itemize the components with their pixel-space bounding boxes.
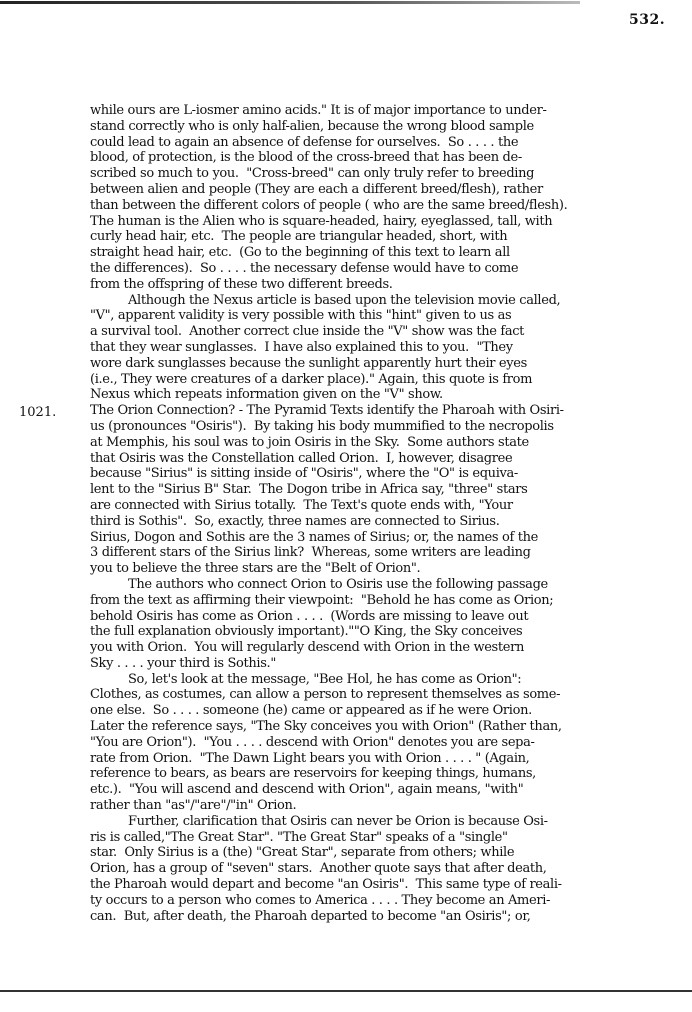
text-line: Further, clarification that Osiris can never be Orion is because Osi- [128, 813, 548, 829]
text-line: The human is the Alien who is square-headed, hairy, eyeglassed, tall, with [90, 213, 553, 229]
text-line: Sky . . . . your third is Sothis." [90, 655, 276, 671]
text-line: The Orion Connection? - The Pyramid Texts identify the Pharoah with Osiri- [90, 403, 564, 419]
text-line: "You are Orion"). "You . . . . descend with Orion" denotes you are sepa- [90, 734, 535, 750]
text-line: at Memphis, his soul was to join Osiris in the Sky. Some authors state [90, 434, 529, 450]
text-line: can. But, after death, the Pharoah departed to become "an Osiris"; or, [90, 908, 531, 924]
text-line: the differences). So . . . . the necessary defense would have to come [90, 260, 519, 276]
text-line: behold Osiris has come as Orion . . . . (Words are missing to leave out [90, 608, 529, 624]
text-line: that they wear sunglasses. I have also explained this to you. "They [90, 339, 513, 355]
text-line: Nexus which repeats information given on the "V" show. [90, 387, 443, 403]
scan-top-border [0, 1, 580, 4]
text-line: Orion, has a group of "seven" stars. Another quote says that after death, [90, 861, 547, 877]
text-line: that Osiris was the Constellation called Orion. I, however, disagree [90, 450, 513, 466]
text-line: the Pharoah would depart and become "an Osiris". This same type of reali- [90, 877, 562, 893]
text-line: blood, of protection, is the blood of the cross-breed that has been de- [90, 150, 522, 166]
text-line: rather than "as"/"are"/"in" Orion. [90, 798, 297, 814]
text-line: lent to the "Sirius B" Star. The Dogon tribe in Africa say, "three" stars [90, 482, 528, 498]
text-line: straight head hair, etc. (Go to the beginning of this text to learn all [90, 245, 510, 261]
text-line: third is Sothis". So, exactly, three names are connected to Sirius. [90, 513, 500, 529]
text-line: curly head hair, etc. The people are triangular headed, short, with [90, 229, 508, 245]
text-line: etc.). "You will ascend and descend with Orion", again means, "with" [90, 782, 524, 798]
text-line: while ours are L-iosmer amino acids." It is of major importance to under- [90, 103, 547, 118]
text-line: because "Sirius" is sitting inside of "Osiris", where the "O" is equiva- [90, 466, 518, 482]
text-line: from the offspring of these two different breeds. [90, 276, 393, 292]
text-line: from the text as affirming their viewpoint: "Behold he has come as Orion; [90, 592, 554, 608]
text-line: Sirius, Dogon and Sothis are the 3 names of Sirius; or, the names of the [90, 529, 538, 545]
text-line: The authors who connect Orion to Osiris use the following passage [128, 576, 548, 592]
text-line: ris is called,"The Great Star". "The Great Star" speaks of a "single" [90, 829, 508, 845]
text-line: ty occurs to a person who comes to America . . . . They become an Ameri- [90, 892, 551, 908]
text-line: "V", apparent validity is very possible with this "hint" given to us as [90, 308, 512, 324]
scan-bottom-border [0, 990, 692, 992]
text-line: So, let's look at the message, "Bee Hol, he has come as Orion": [128, 671, 522, 687]
text-line: are connected with Sirius totally. The Text's quote ends with, "Your [90, 497, 513, 513]
text-line: Clothes, as costumes, can allow a person to represent themselves as some- [90, 687, 561, 703]
text-line: you with Orion. You will regularly descend with Orion in the western [90, 640, 524, 656]
text-line: than between the different colors of people ( who are the same breed/flesh). [90, 197, 568, 213]
text-line: between alien and people (They are each a different breed/flesh), rather [90, 181, 543, 197]
text-line: us (pronounces "Osiris"). By taking his body mummified to the necropolis [90, 418, 554, 434]
text-line: rate from Orion. "The Dawn Light bears you with Orion . . . . " (Again, [90, 750, 530, 766]
text-line: you to believe the three stars are the "Belt of Orion". [90, 561, 421, 577]
text-line: reference to bears, as bears are reservoirs for keeping things, humans, [90, 766, 536, 782]
text-line: could lead to again an absence of defense for ourselves. So . . . . the [90, 134, 519, 150]
text-line: the full explanation obviously important).""O King, the Sky conceives [90, 624, 523, 640]
text-line: stand correctly who is only half-alien, because the wrong blood sample [90, 118, 534, 134]
text-line: 3 different stars of the Sirius link? Whereas, some writers are leading [90, 545, 531, 561]
margin-section-number: 1021. [19, 405, 57, 421]
text-line: star. Only Sirius is a (the) "Great Star", separate from others; while [90, 845, 515, 861]
body-text [90, 103, 665, 924]
text-line: a survival tool. Another correct clue inside the "V" show was the fact [90, 324, 525, 340]
text-line: one else. So . . . . someone (he) came or appeared as if he were Orion. [90, 703, 532, 719]
text-line: wore dark sunglasses because the sunlight apparently hurt their eyes [90, 355, 527, 371]
text-line: scribed so much to you. "Cross-breed" can only truly refer to breeding [90, 166, 535, 182]
text-line: Later the reference says, "The Sky conceives you with Orion" (Rather than, [90, 719, 562, 735]
page-number: 532. [629, 12, 666, 28]
text-line: Although the Nexus article is based upon the television movie called, [128, 292, 561, 308]
text-line: (i.e., They were creatures of a darker place)." Again, this quote is from [90, 371, 533, 387]
